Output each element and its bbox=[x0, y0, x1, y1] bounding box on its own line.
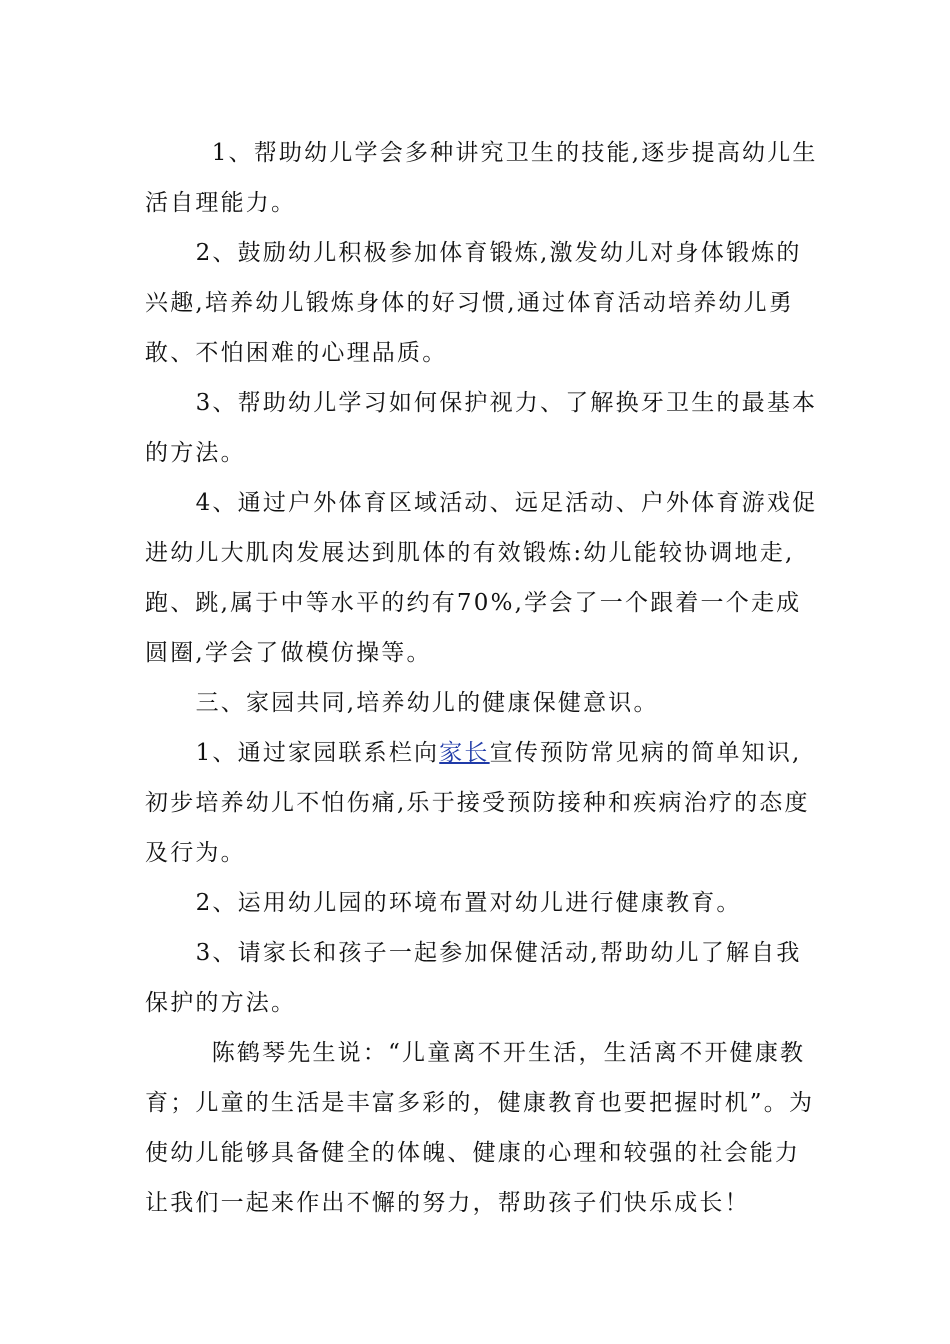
parents-link[interactable]: 家长 bbox=[439, 740, 490, 766]
paragraph-hygiene: 1、帮助幼儿学会多种讲究卫生的技能,逐步提高幼儿生活自理能力。 bbox=[145, 140, 818, 216]
paragraph-environment: 2、运用幼儿园的环境布置对幼儿进行健康教育。 bbox=[195, 890, 742, 916]
paragraph-health-activities: 3、请家长和孩子一起参加保健活动,帮助幼儿了解自我保护的方法。 bbox=[145, 940, 802, 1016]
paragraph-outdoor: 4、通过户外体育区域活动、远足活动、户外体育游戏促进幼儿大肌肉发展达到肌体的有效锻炼:幼儿能较协调地走,跑、跳,属于中等水平的约有70%,学会了一个跟着一个走成圆圈,学会了做模仿操等。 bbox=[145, 490, 818, 666]
section-heading-home-school: 三、家园共同,培养幼儿的健康保健意识。 bbox=[195, 690, 659, 716]
paragraph-contact-board bbox=[145, 728, 820, 878]
paragraph-quote-conclusion: 陈鹤琴先生说：“儿童离不开生活，生活离不开健康教育；儿童的生活是丰富多彩的，健康教育也要把握时机”。为使幼儿能够具备健全的体魄、健康的心理和较强的社会能力让我们一起来作出不懈的努力，帮助孩子们快乐成长！ bbox=[145, 1040, 815, 1216]
paragraph-exercise: 2、鼓励幼儿积极参加体育锻炼,激发幼儿对身体锻炼的兴趣,培养幼儿锻炼身体的好习惯,通过体育活动培养幼儿勇敢、不怕困难的心理品质。 bbox=[145, 240, 802, 366]
paragraph-vision: 3、帮助幼儿学习如何保护视力、了解换牙卫生的最基本的方法。 bbox=[145, 390, 818, 466]
paragraph-contact-board-before: 1、通过家园联系栏向 bbox=[195, 740, 440, 766]
paragraph-contact-board-after: 宣传预防常见病的简单知识,初步培养幼儿不怕伤痛,乐于接受预防接种和疾病治疗的态度及行为。 bbox=[145, 740, 810, 866]
